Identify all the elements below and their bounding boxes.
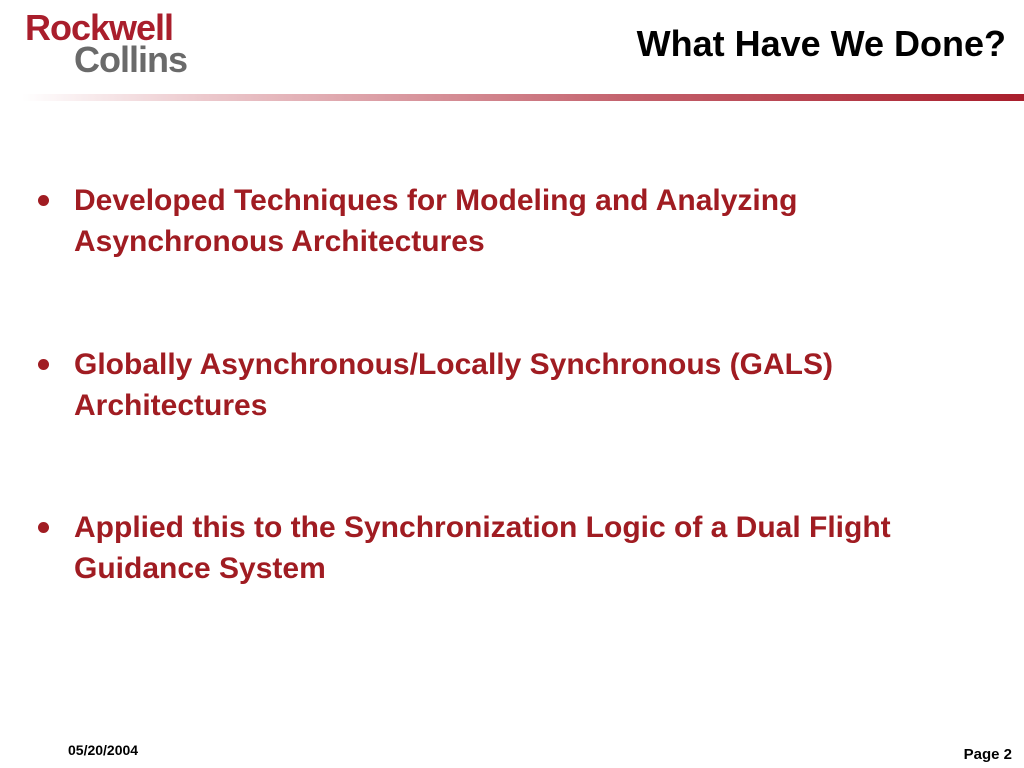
title-divider [22,94,1024,101]
bullet-dot-icon [38,522,49,533]
slide-title: What Have We Done? [636,23,1006,64]
logo-word-rockwell: Rockwell [25,7,174,48]
bullet-text: Applied this to the Synchronization Logic of a Dual Flight Guidance System [74,511,891,585]
company-logo [25,7,225,80]
bullet-text: Globally Asynchronous/Locally Synchronous (GALS) Architectures [74,348,833,422]
footer-date: 05/20/2004 [68,742,139,758]
page-number: Page 2 [963,746,1012,763]
bullet-text: Developed Techniques for Modeling and Analyzing Asynchronous Architectures [74,184,798,258]
logo-word-collins: Collins [74,39,188,80]
bullet-dot-icon [38,195,49,206]
bullet-dot-icon [38,359,49,370]
